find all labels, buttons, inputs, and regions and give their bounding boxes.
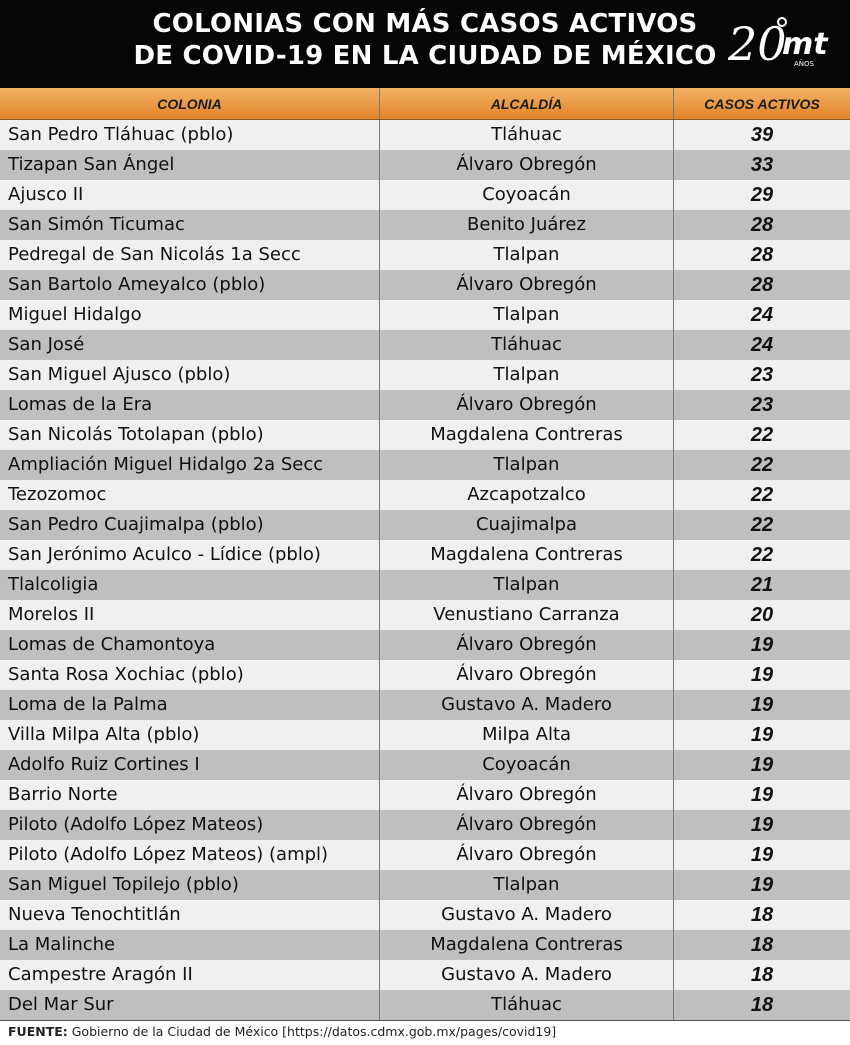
table-row <box>0 750 850 780</box>
cell-casos-activos: 39 <box>750 124 774 146</box>
cell-colonia: San Pedro Tláhuac (pblo) <box>0 120 380 150</box>
header-alcaldia: ALCALDÍA <box>380 88 674 119</box>
cell-alcaldia: Tláhuac <box>380 120 674 150</box>
table-row <box>0 210 850 240</box>
cell-casos-activos: 28 <box>750 214 774 236</box>
cell-casos-activos: 19 <box>750 814 774 836</box>
cell-casos-activos: 22 <box>750 514 774 536</box>
table-row <box>0 570 850 600</box>
milenio-20-anos-logo <box>726 10 836 76</box>
table-row <box>0 690 850 720</box>
cell-alcaldia: Benito Juárez <box>380 210 674 240</box>
cell-alcaldia: Coyoacán <box>380 750 674 780</box>
cell-colonia: Tlalcoligia <box>0 570 380 600</box>
table-row <box>0 630 850 660</box>
table-row <box>0 480 850 510</box>
cell-colonia: La Malinche <box>0 930 380 960</box>
table-row <box>0 300 850 330</box>
cell-alcaldia: Gustavo A. Madero <box>380 900 674 930</box>
cell-casos-activos: 24 <box>750 334 774 356</box>
table-row <box>0 540 850 570</box>
table-row <box>0 150 850 180</box>
cell-casos-activos: 19 <box>750 784 774 806</box>
table-row <box>0 420 850 450</box>
table-row <box>0 510 850 540</box>
cell-alcaldia: Cuajimalpa <box>380 510 674 540</box>
table-row <box>0 930 850 960</box>
cell-alcaldia: Tlalpan <box>380 240 674 270</box>
cell-alcaldia: Tláhuac <box>380 330 674 360</box>
table-row <box>0 900 850 930</box>
cell-colonia: Santa Rosa Xochiac (pblo) <box>0 660 380 690</box>
cell-colonia: Del Mar Sur <box>0 990 380 1020</box>
cell-casos-activos: 19 <box>750 754 774 776</box>
cell-alcaldia: Tlalpan <box>380 450 674 480</box>
table-row <box>0 270 850 300</box>
cell-casos-activos: 18 <box>750 994 774 1016</box>
cell-casos-activos: 19 <box>750 694 774 716</box>
cases-table <box>0 88 850 1020</box>
cell-alcaldia: Álvaro Obregón <box>380 630 674 660</box>
cell-colonia: San Jerónimo Aculco - Lídice (pblo) <box>0 540 380 570</box>
cell-colonia: Morelos II <box>0 600 380 630</box>
cell-colonia: Ajusco II <box>0 180 380 210</box>
cell-alcaldia: Tlalpan <box>380 360 674 390</box>
cell-colonia: San Pedro Cuajimalpa (pblo) <box>0 510 380 540</box>
title-line-2: DE COVID-19 EN LA CIUDAD DE MÉXICO <box>133 41 717 71</box>
cell-colonia: Ampliación Miguel Hidalgo 2a Secc <box>0 450 380 480</box>
source-footer <box>0 1020 850 1045</box>
cell-colonia: San Simón Ticumac <box>0 210 380 240</box>
table-header-row <box>0 88 850 120</box>
cell-casos-activos: 24 <box>750 304 774 326</box>
footer-text: Gobierno de la Ciudad de México [https://datos.cdmx.gob.mx/pages/covid19] <box>67 1024 557 1039</box>
cell-alcaldia: Milpa Alta <box>380 720 674 750</box>
table-row <box>0 450 850 480</box>
cell-colonia: San Nicolás Totolapan (pblo) <box>0 420 380 450</box>
cell-casos-activos: 22 <box>750 484 774 506</box>
title-line-1: COLONIAS CON MÁS CASOS ACTIVOS <box>152 9 698 39</box>
cell-colonia: San Miguel Topilejo (pblo) <box>0 870 380 900</box>
cell-alcaldia: Tlalpan <box>380 870 674 900</box>
cell-alcaldia: Azcapotzalco <box>380 480 674 510</box>
cell-colonia: Adolfo Ruiz Cortines I <box>0 750 380 780</box>
cell-alcaldia: Álvaro Obregón <box>380 780 674 810</box>
cell-casos-activos: 22 <box>750 454 774 476</box>
cell-alcaldia: Tlalpan <box>380 570 674 600</box>
cell-colonia: Loma de la Palma <box>0 690 380 720</box>
cell-casos-activos: 18 <box>750 904 774 926</box>
table-row <box>0 240 850 270</box>
cell-casos-activos: 23 <box>750 364 774 386</box>
table-row <box>0 120 850 150</box>
table-row <box>0 720 850 750</box>
table-row <box>0 840 850 870</box>
cell-colonia: Lomas de la Era <box>0 390 380 420</box>
cell-casos-activos: 23 <box>750 394 774 416</box>
cell-alcaldia: Tláhuac <box>380 990 674 1020</box>
table-row <box>0 960 850 990</box>
table-row <box>0 600 850 630</box>
cell-colonia: Tezozomoc <box>0 480 380 510</box>
cell-casos-activos: 18 <box>750 934 774 956</box>
cell-casos-activos: 33 <box>750 154 774 176</box>
logo-brand: mt <box>782 27 828 62</box>
table-row <box>0 870 850 900</box>
cell-casos-activos: 22 <box>750 544 774 566</box>
cell-colonia: San José <box>0 330 380 360</box>
cell-casos-activos: 19 <box>750 664 774 686</box>
cell-casos-activos: 19 <box>750 724 774 746</box>
cell-alcaldia: Álvaro Obregón <box>380 840 674 870</box>
cell-colonia: Piloto (Adolfo López Mateos) <box>0 810 380 840</box>
cell-alcaldia: Magdalena Contreras <box>380 420 674 450</box>
table-row <box>0 330 850 360</box>
cell-alcaldia: Venustiano Carranza <box>380 600 674 630</box>
cell-colonia: Piloto (Adolfo López Mateos) (ampl) <box>0 840 380 870</box>
cell-alcaldia: Tlalpan <box>380 300 674 330</box>
cell-alcaldia: Álvaro Obregón <box>380 660 674 690</box>
cell-casos-activos: 29 <box>750 184 774 206</box>
cell-colonia: San Miguel Ajusco (pblo) <box>0 360 380 390</box>
cell-alcaldia: Magdalena Contreras <box>380 540 674 570</box>
table-body <box>0 120 850 1020</box>
header-casos-activos: CASOS ACTIVOS <box>704 96 820 112</box>
cell-colonia: Barrio Norte <box>0 780 380 810</box>
cell-alcaldia: Coyoacán <box>380 180 674 210</box>
footer-label: FUENTE: <box>8 1024 68 1039</box>
cell-colonia: Pedregal de San Nicolás 1a Secc <box>0 240 380 270</box>
cell-alcaldia: Álvaro Obregón <box>380 390 674 420</box>
cell-casos-activos: 21 <box>750 574 774 596</box>
cell-casos-activos: 19 <box>750 874 774 896</box>
cell-alcaldia: Gustavo A. Madero <box>380 960 674 990</box>
cell-colonia: Lomas de Chamontoya <box>0 630 380 660</box>
page-title <box>0 8 850 72</box>
table-row <box>0 780 850 810</box>
header-banner <box>0 0 850 88</box>
cell-casos-activos: 20 <box>750 604 774 626</box>
cell-colonia: Miguel Hidalgo <box>0 300 380 330</box>
table-row <box>0 180 850 210</box>
cell-casos-activos: 19 <box>750 844 774 866</box>
table-row <box>0 390 850 420</box>
cell-alcaldia: Gustavo A. Madero <box>380 690 674 720</box>
cell-alcaldia: Álvaro Obregón <box>380 810 674 840</box>
logo-number: 20 <box>728 17 787 71</box>
header-colonia: COLONIA <box>0 88 380 119</box>
cell-casos-activos: 18 <box>750 964 774 986</box>
table-row <box>0 660 850 690</box>
cell-colonia: Campestre Aragón II <box>0 960 380 990</box>
cell-casos-activos: 22 <box>750 424 774 446</box>
table-row <box>0 360 850 390</box>
cell-colonia: Tizapan San Ángel <box>0 150 380 180</box>
table-row <box>0 990 850 1020</box>
cell-casos-activos: 19 <box>750 634 774 656</box>
cell-colonia: Villa Milpa Alta (pblo) <box>0 720 380 750</box>
cell-casos-activos: 28 <box>750 274 774 296</box>
cell-alcaldia: Magdalena Contreras <box>380 930 674 960</box>
cell-colonia: Nueva Tenochtitlán <box>0 900 380 930</box>
cell-colonia: San Bartolo Ameyalco (pblo) <box>0 270 380 300</box>
logo-sub: AÑOS <box>794 60 814 68</box>
cell-alcaldia: Álvaro Obregón <box>380 270 674 300</box>
table-row <box>0 810 850 840</box>
cell-casos-activos: 28 <box>750 244 774 266</box>
cell-alcaldia: Álvaro Obregón <box>380 150 674 180</box>
